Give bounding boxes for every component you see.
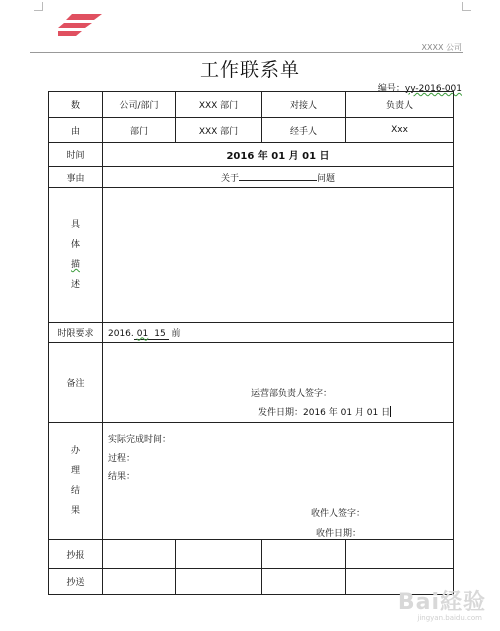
contact-label: 对接人: [262, 92, 346, 118]
time-value[interactable]: 2016 年 01 月 01 日: [103, 143, 454, 167]
doc-no-label: 编号：: [377, 84, 405, 94]
cc-cell[interactable]: [103, 540, 176, 569]
handle-char: 结: [70, 486, 80, 496]
handle-char: 理: [70, 466, 80, 476]
actual-time-label: 实际完成时间：: [108, 435, 172, 445]
send-copy-label: 抄送: [49, 569, 103, 595]
responsible-label[interactable]: 负责人: [346, 92, 454, 118]
deadline-day[interactable]: 15: [151, 329, 168, 340]
company-name: XXXX 公司: [421, 43, 462, 52]
detail-field[interactable]: [103, 188, 454, 323]
doc-no-value: yy-2016-001: [404, 84, 462, 94]
deadline-field[interactable]: [103, 323, 454, 343]
company-logo-icon: [58, 14, 102, 36]
receive-date-label: 收件日期：: [316, 529, 362, 539]
note-label: 备注: [49, 343, 103, 423]
handler-label: 经手人: [262, 118, 346, 143]
send-date: [258, 405, 391, 418]
subject-blank[interactable]: [239, 171, 317, 181]
handler-value[interactable]: Xxx: [346, 118, 454, 143]
deadline-label: 时限要求: [49, 323, 103, 343]
header-divider: [30, 52, 463, 53]
receiver-sign-label: 收件人签字：: [311, 509, 366, 519]
handle-result-field[interactable]: [103, 423, 454, 540]
send-copy-cell[interactable]: [103, 569, 176, 595]
company-dept-value[interactable]: XXX 部门: [176, 92, 262, 118]
handle-result-label: [49, 423, 103, 540]
dept-label: 部门: [103, 118, 176, 143]
dept-value[interactable]: XXX 部门: [176, 118, 262, 143]
detail-label: [49, 188, 103, 323]
watermark: Bai経验: [397, 590, 486, 615]
watermark-sub: jingyan.baidu.com: [417, 614, 482, 622]
cc-label: 抄报: [49, 540, 103, 569]
deadline-month[interactable]: 01: [134, 329, 151, 340]
subject-prefix: 关于: [220, 173, 239, 184]
handle-char: 果: [70, 506, 80, 516]
deadline-suffix: 前: [171, 328, 181, 339]
send-copy-cell[interactable]: [262, 569, 346, 595]
work-contact-form: [48, 91, 454, 595]
subject-label: 事由: [49, 167, 103, 188]
handle-char: 办: [70, 446, 80, 456]
row-label-shu: 数: [49, 92, 103, 118]
ops-sign-label: 运营部负责人签字：: [251, 389, 333, 399]
page-corner-mark: [34, 2, 43, 11]
subject-field[interactable]: [103, 167, 454, 188]
send-date-label: 发件日期：2016 年 01 月 01 日: [258, 408, 391, 418]
detail-char: 述: [70, 280, 80, 290]
company-dept-label: 公司/部门: [103, 92, 176, 118]
page-corner-mark: [462, 2, 471, 11]
cc-cell[interactable]: [176, 540, 262, 569]
text-cursor: [390, 406, 391, 417]
send-copy-cell[interactable]: [176, 569, 262, 595]
detail-char: 体: [70, 240, 80, 250]
detail-char: 具: [70, 220, 80, 230]
row-label-you: 由: [49, 118, 103, 143]
detail-char: 描: [70, 260, 80, 270]
subject-suffix: 问题: [317, 173, 336, 184]
page-title: 工作联系单: [199, 59, 300, 81]
deadline-year: 2016.: [108, 328, 134, 339]
cc-cell[interactable]: [346, 540, 454, 569]
cc-cell[interactable]: [262, 540, 346, 569]
time-label: 时间: [49, 143, 103, 167]
process-label: 过程：: [108, 454, 136, 464]
note-field[interactable]: [103, 343, 454, 423]
result-label: 结果：: [108, 472, 136, 482]
